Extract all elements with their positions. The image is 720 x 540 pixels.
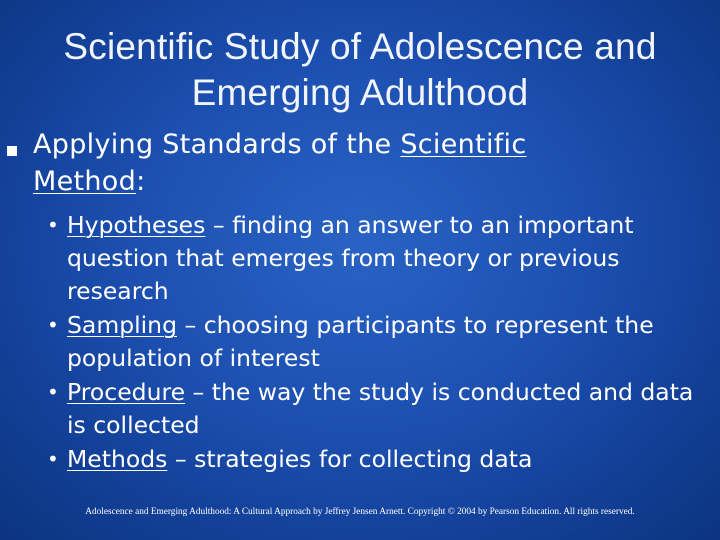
dot-bullet-icon: • bbox=[47, 380, 59, 404]
method-link[interactable]: Method bbox=[33, 166, 137, 197]
square-bullet-icon bbox=[7, 146, 17, 156]
dot-bullet-icon: • bbox=[47, 447, 59, 471]
sub-point-list bbox=[0, 209, 720, 477]
slide-title bbox=[20, 24, 700, 116]
dot-bullet-icon: • bbox=[47, 313, 59, 337]
copyright-footer: Adolescence and Emerging Adulthood: A Cultural Approach by Jeffrey Jensen Arnett. Copyright © 2004 by Pearson Education. All rights reserved. bbox=[85, 507, 635, 517]
methods-link[interactable]: Methods bbox=[67, 445, 168, 473]
main-point-prefix: Applying Standards of the bbox=[33, 129, 401, 160]
sub-point-text: – finding an answer to an important question that emerges from theory or previous research bbox=[67, 211, 634, 305]
hypotheses-link[interactable]: Hypotheses bbox=[67, 211, 206, 239]
sub-point-text: – strategies for collecting data bbox=[167, 445, 533, 473]
main-point bbox=[33, 126, 693, 200]
sub-point-text: – the way the study is conducted and data is collected bbox=[67, 378, 694, 439]
sub-point-text: – choosing participants to represent the population of interest bbox=[67, 311, 654, 372]
title-line-1: Scientific Study of Adolescence and bbox=[63, 26, 657, 67]
sub-point-sampling bbox=[0, 309, 717, 375]
procedure-link[interactable]: Procedure bbox=[67, 378, 186, 406]
dot-bullet-icon: • bbox=[47, 213, 59, 237]
sampling-link[interactable]: Sampling bbox=[67, 311, 177, 339]
main-point-suffix: : bbox=[136, 166, 146, 197]
title-line-2: Emerging Adulthood bbox=[191, 72, 529, 113]
sub-point-methods bbox=[0, 443, 717, 476]
sub-point-procedure bbox=[0, 376, 717, 442]
sub-point-hypotheses bbox=[0, 209, 717, 308]
scientific-link[interactable]: Scientific bbox=[400, 129, 527, 160]
